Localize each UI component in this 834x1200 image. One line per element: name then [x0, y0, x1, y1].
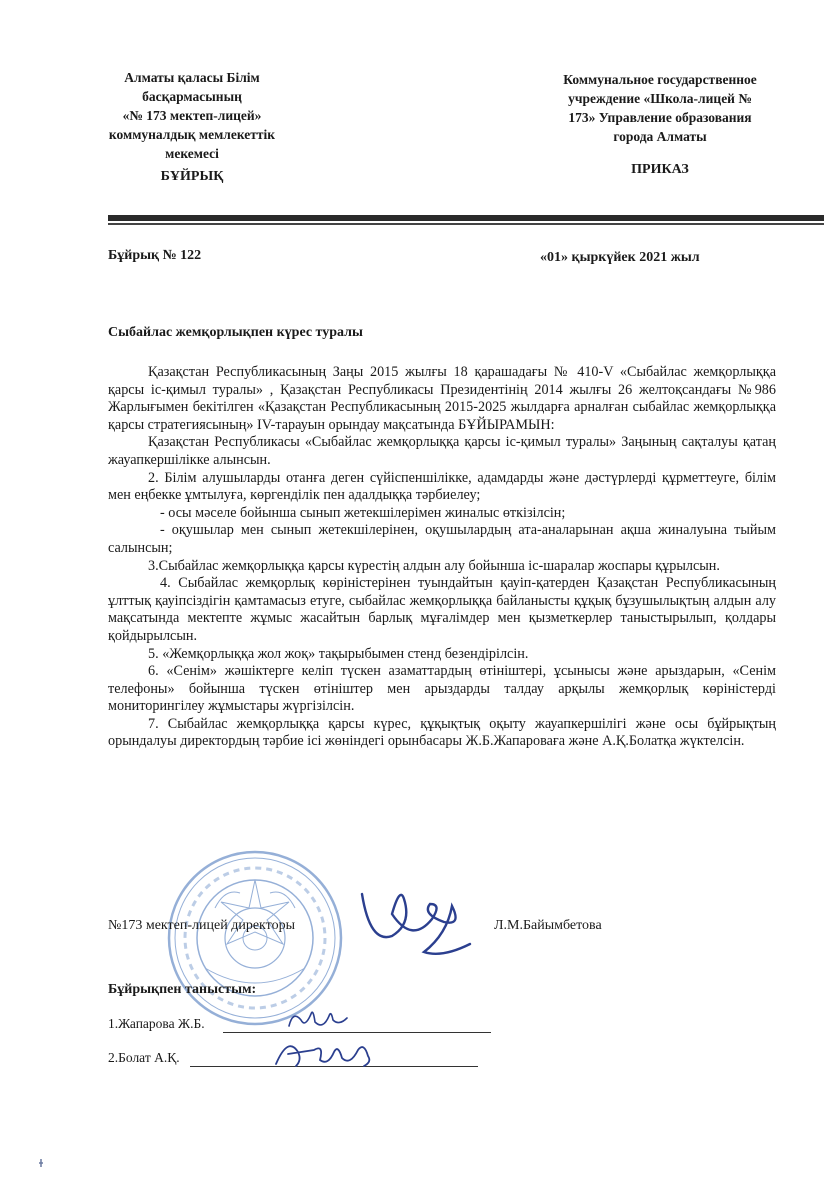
- body-paragraph: 3.Сыбайлас жемқорлыққа қарсы күрестің алдын алу бойынша іс-шаралар жоспары құрылсын.: [148, 557, 720, 574]
- order-body: [108, 364, 776, 751]
- director-name: Л.М.Байымбетова: [494, 918, 602, 933]
- header-left-line: басқармасының: [142, 89, 242, 104]
- header-left-line: мекемесі: [165, 146, 219, 161]
- header-left-title: БҰЙРЫҚ: [160, 169, 224, 184]
- header-right-russian: [520, 70, 800, 179]
- body-paragraph: 6. «Сенім» жәшіктерге келіп түскен азаматтардың өтініштері, ұсынысы және арыздарын, «Сенім телефоны» бойынша түскен өтініштер мен арыздарды талдау арқылы жемқорлық көріністерді мониторингілеу жұмыстары жүргізілсін.: [108, 663, 776, 715]
- acknowledgement-row: [108, 1050, 180, 1066]
- scan-mark-icon: [38, 1158, 44, 1168]
- order-subject: Сыбайлас жемқорлықпен күрес туралы: [108, 325, 363, 340]
- header-divider-thick: [108, 215, 824, 221]
- header-right-title: ПРИКАЗ: [631, 162, 689, 177]
- body-paragraph: 7. Сыбайлас жемқорлыққа қарсы күрес, құқықтық оқыту жауапкершілігі және осы бұйрықтың орындалуы директордың тәрбие ісі жөніндегі орынбасары Ж.Б.Жапароваға және А.Қ.Болатқа жүктелсін.: [108, 715, 776, 750]
- acknowledgement-person: 1.Жапарова Ж.Б.: [108, 1016, 205, 1031]
- director-signature-icon: [352, 874, 482, 964]
- order-number: Бұйрық № 122: [108, 248, 202, 263]
- header-left-line: Алматы қаласы Білім: [124, 70, 260, 85]
- header-left-line: «№ 173 мектеп-лицей»: [122, 108, 262, 123]
- acknowledgement-person: 2.Болат А.Қ.: [108, 1050, 180, 1065]
- order-date: «01» қыркүйек 2021 жыл: [540, 250, 700, 265]
- header-divider-thin: [108, 223, 824, 225]
- body-paragraph: - осы мәселе бойынша сынып жетекшілерімен жиналыс өткізілсін;: [160, 504, 566, 521]
- body-paragraph: - оқушылар мен сынып жетекшілерінен, оқушылардың ата-аналарынан ақша жиналуына тыйым салынсын;: [108, 522, 776, 556]
- official-stamp-icon: [165, 848, 345, 1028]
- body-paragraph: 5. «Жемқорлыққа жол жоқ» тақырыбымен стенд безендірілсін.: [148, 645, 529, 662]
- header-left-line: коммуналдық мемлекеттік: [108, 127, 276, 142]
- bolat-signature-icon: [268, 1030, 378, 1074]
- signature-position: №173 мектеп-лицей директоры: [108, 918, 295, 933]
- header-right-line: Коммунальное государственное: [563, 72, 757, 87]
- body-paragraph: Қазақстан Республикасының Заңы 2015 жылғы 18 қарашадағы № 410-V «Сыбайлас жемқорлыққа қарсы іс-қимыл туралы» , Қазақстан Республикасы Президентінің 2014 жылғы 26 желтоқсандағы №986 Жарлығымен бекітілген «Қазақстан Республикасының 2015-2025 жылдарға арналған сыбайлас жемқорлыққа қарсы стратегиясының» IV-тарауын орындау мақсатында БҰЙЫРАМЫН:: [108, 364, 776, 433]
- header-left-kazakh: [62, 68, 322, 186]
- header-right-line: учреждение «Школа-лицей №: [568, 91, 752, 106]
- acknowledgement-row: [108, 1016, 205, 1032]
- header-right-line: 173» Управление образования: [568, 110, 752, 125]
- body-paragraph: Қазақстан Республикасы «Сыбайлас жемқорлыққа қарсы іс-қимыл туралы» Заңының сақталуы қатаң жауапкершілікке алынсын.: [108, 434, 776, 468]
- body-paragraph: 2. Білім алушыларды отанға деген сүйіспеншілікке, адамдарды және дәстүрлерді құрметтеуге, білім мен еңбекке ұмтылуға, көргенділік пен адалдыққа тәрбиелеу;: [108, 469, 776, 504]
- header-right-line: города Алматы: [613, 129, 707, 144]
- body-paragraph: 4. Сыбайлас жемқорлық көріністерінен туындайтын қауіп-қатерден Қазақстан Республикасының ұлттық қауіпсіздігін қамтамасыз етуге, сыбайлас жемқорлыққа байланысты құқық бұзушылықтың алдын алу мақсатында мектепте жұмыс жасайтын барлық мұғалімдер мен қызметкерлер таныстырылып, қолдары қойдырылсын.: [108, 575, 776, 644]
- acknowledgement-title: Бұйрықпен таныстым:: [108, 982, 257, 997]
